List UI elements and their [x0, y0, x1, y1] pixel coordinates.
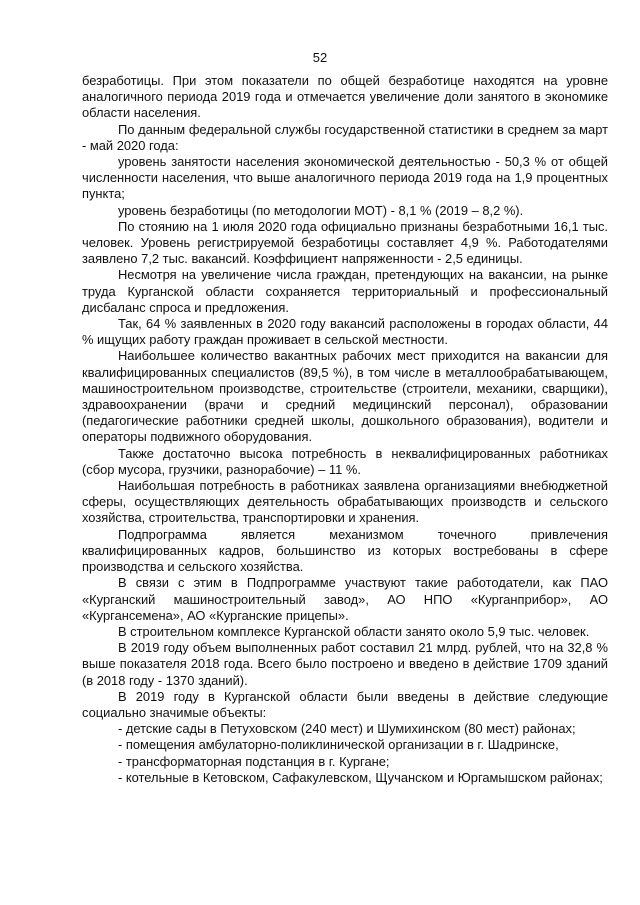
paragraph: В 2019 году в Курганской области были введены в действие следующие социально значимые объекты: — [82, 688, 608, 720]
paragraph: В строительном комплексе Курганской области занято около 5,9 тыс. человек. — [118, 623, 590, 639]
list-item: - детские сады в Петуховском (240 мест) и Шумихинском (80 мест) районах; — [118, 721, 576, 737]
paragraph: Также достаточно высока потребность в неквалифицированных работниках (сбор мусора, грузчики, разнорабочие) – 11 %. — [82, 445, 608, 477]
paragraph: В 2019 году объем выполненных работ составил 21 млрд. рублей, что на 32,8 % выше показателя 2018 года. Всего было построено и введено в действие 1709 зданий (в 2018 году - 1370 зданий). — [82, 640, 608, 688]
paragraph: По стоянию на 1 июля 2020 года официально признаны безработными 16,1 тыс. человек. Уровень регистрируемой безработицы составляет 4,9 %. Работодателями заявлено 7,2 тыс. вакансий. Коэффициент напряженности - 2,5 единицы. — [82, 218, 608, 267]
paragraph: Подпрограмма является механизмом точечного привлечения квалифицированных кадров, большинство из которых востребованы в сфере производства и сельского хозяйства. — [82, 526, 608, 575]
paragraph: уровень занятости населения экономической деятельностью - 50,3 % от общей численности населения, что выше аналогичного периода 2019 года на 1,9 процентных пункта; — [82, 154, 608, 202]
list-item: - помещения амбулаторно-поликлинической организации в г. Шадринске, — [118, 737, 559, 753]
paragraph: В связи с этим в Подпрограмме участвуют такие работодатели, как ПАО «Курганский машиностроительный завод», АО НПО «Курганприбор», АО «Кургансемена», АО «Курганские прицепы». — [82, 575, 608, 623]
paragraph: Так, 64 % заявленных в 2020 году вакансий расположены в городах области, 44 % ищущих работу граждан проживает в сельской местности. — [82, 316, 608, 348]
page-body — [82, 73, 608, 786]
paragraph: Наибольшее количество вакантных рабочих мест приходится на вакансии для квалифицированных специалистов (89,5 %), в том числе в металлообрабатывающем, машиностроительном производстве, строительстве (строители, механики, сварщики), здравоохранении (врачи и средний медицинский персонал), образовании (педагогические работники средней школы, дошкольного образования), водители и операторы подвижного оборудования. — [82, 348, 608, 445]
paragraph: Наибольшая потребность в работниках заявлена организациями внебюджетной сферы, осуществляющих деятельность обрабатывающих производств и сельского хозяйства, строительства, транспортировки и хранения. — [82, 478, 608, 526]
paragraph: Несмотря на увеличение числа граждан, претендующих на вакансии, на рынке труда Курганской области сохраняется территориальный и профессиональный дисбаланс спроса и предложения. — [82, 267, 608, 315]
paragraph: уровень безработицы (по методологии МОТ) - 8,1 % (2019 – 8,2 %). — [118, 202, 524, 218]
paragraph: По данным федеральной службы государственной статистики в среднем за март - май 2020 года: — [82, 121, 608, 153]
paragraph: безработицы. При этом показатели по общей безработице находятся на уровне аналогичного периода 2019 года и отмечается увеличение доли занятого в экономике области населения. — [82, 73, 608, 121]
page-number: 52 — [312, 50, 328, 65]
list-item: - котельные в Кетовском, Сафакулевском, Щучанском и Юргамышском районах; — [118, 769, 603, 785]
list-item: - трансформаторная подстанция в г. Кургане; — [118, 753, 390, 769]
